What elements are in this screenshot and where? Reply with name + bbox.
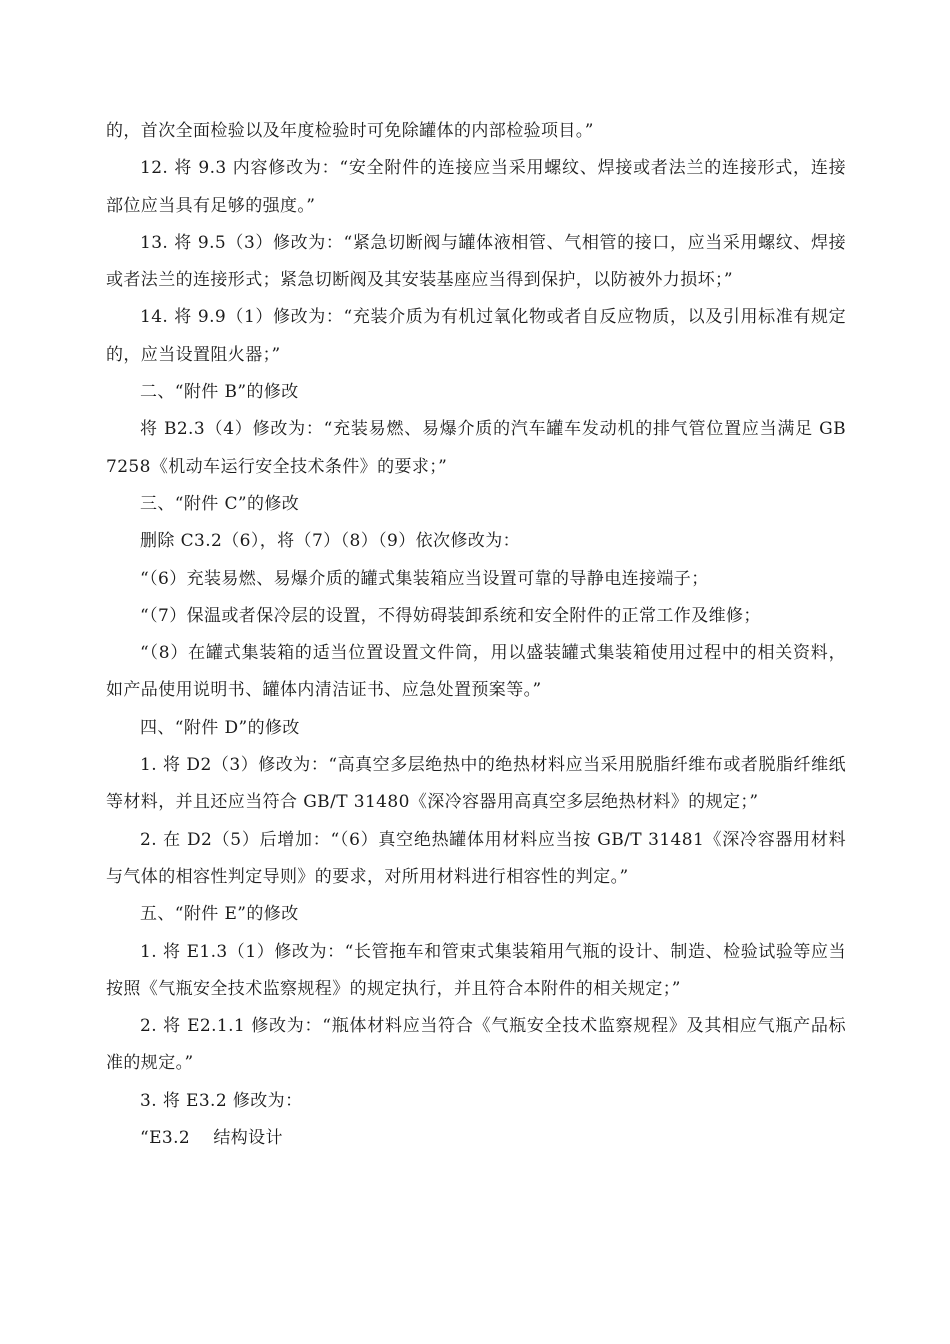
paragraph-c-item-6: “（6）充装易燃、易爆介质的罐式集装箱应当设置可靠的导静电连接端子； <box>140 568 709 589</box>
paragraph-e-item-2: 2. 将 E2.1.1 修改为：“瓶体材料应当符合《气瓶安全技术监察规程》及其相应气瓶产品标准的规定。” <box>106 1016 846 1074</box>
paragraph-item-12: 12. 将 9.3 内容修改为：“安全附件的连接应当采用螺纹、焊接或者法兰的连接形式，连接部位应当具有足够的强度。” <box>106 158 846 216</box>
paragraph-e-item-1: 1. 将 E1.3（1）修改为：“长管拖车和管束式集装箱用气瓶的设计、制造、检验试验等应当按照《气瓶安全技术监察规程》的规定执行，并且符合本附件的相关规定；” <box>106 941 846 999</box>
section-heading-appendix-c: 三、“附件 C”的修改 <box>140 493 300 514</box>
paragraph-c3-2-delete: 删除 C3.2（6），将（7）（8）（9）依次修改为： <box>140 531 521 552</box>
paragraph-c-item-8: “（8）在罐式集装箱的适当位置设置文件筒，用以盛装罐式集装箱使用过程中的相关资料，如产品使用说明书、罐体内清洁证书、应急处置预案等。” <box>106 643 846 701</box>
section-heading-appendix-d: 四、“附件 D”的修改 <box>140 717 300 738</box>
paragraph-c-item-7: “（7）保温或者保冷层的设置，不得妨碍装卸系统和安全附件的正常工作及维修； <box>140 605 761 626</box>
paragraph-e3-2-heading: “E3.2 结构设计 <box>140 1128 283 1149</box>
paragraph-d-item-1: 1. 将 D2（3）修改为：“高真空多层绝热中的绝热材料应当采用脱脂纤维布或者脱脂纤维纸等材料，并且还应当符合 GB/T 31480《深冷容器用高真空多层绝热材料》的规定；” <box>106 755 846 813</box>
paragraph-d-item-2: 2. 在 D2（5）后增加：“（6）真空绝热罐体用材料应当按 GB/T 31481《深冷容器用材料与气体的相容性判定导则》的要求，对所用材料进行相容性的判定。” <box>106 829 846 887</box>
paragraph-b2-3: 将 B2.3（4）修改为：“充装易燃、易爆介质的汽车罐车发动机的排气管位置应当满足 GB 7258《机动车运行安全技术条件》的要求；” <box>106 419 846 477</box>
paragraph-e-item-3: 3. 将 E3.2 修改为： <box>140 1090 303 1111</box>
paragraph-item-14: 14. 将 9.9（1）修改为：“充装介质为有机过氧化物或者自反应物质，以及引用标准有规定的，应当设置阻火器；” <box>106 307 846 365</box>
document-body <box>106 113 846 1157</box>
section-heading-appendix-e: 五、“附件 E”的修改 <box>140 904 299 925</box>
paragraph-continuation: 的，首次全面检验以及年度检验时可免除罐体的内部检验项目。” <box>106 121 594 141</box>
paragraph-item-13: 13. 将 9.5（3）修改为：“紧急切断阀与罐体液相管、气相管的接口，应当采用螺纹、焊接或者法兰的连接形式；紧急切断阀及其安装基座应当得到保护，以防被外力损坏；” <box>106 232 846 291</box>
section-heading-appendix-b: 二、“附件 B”的修改 <box>140 382 299 403</box>
